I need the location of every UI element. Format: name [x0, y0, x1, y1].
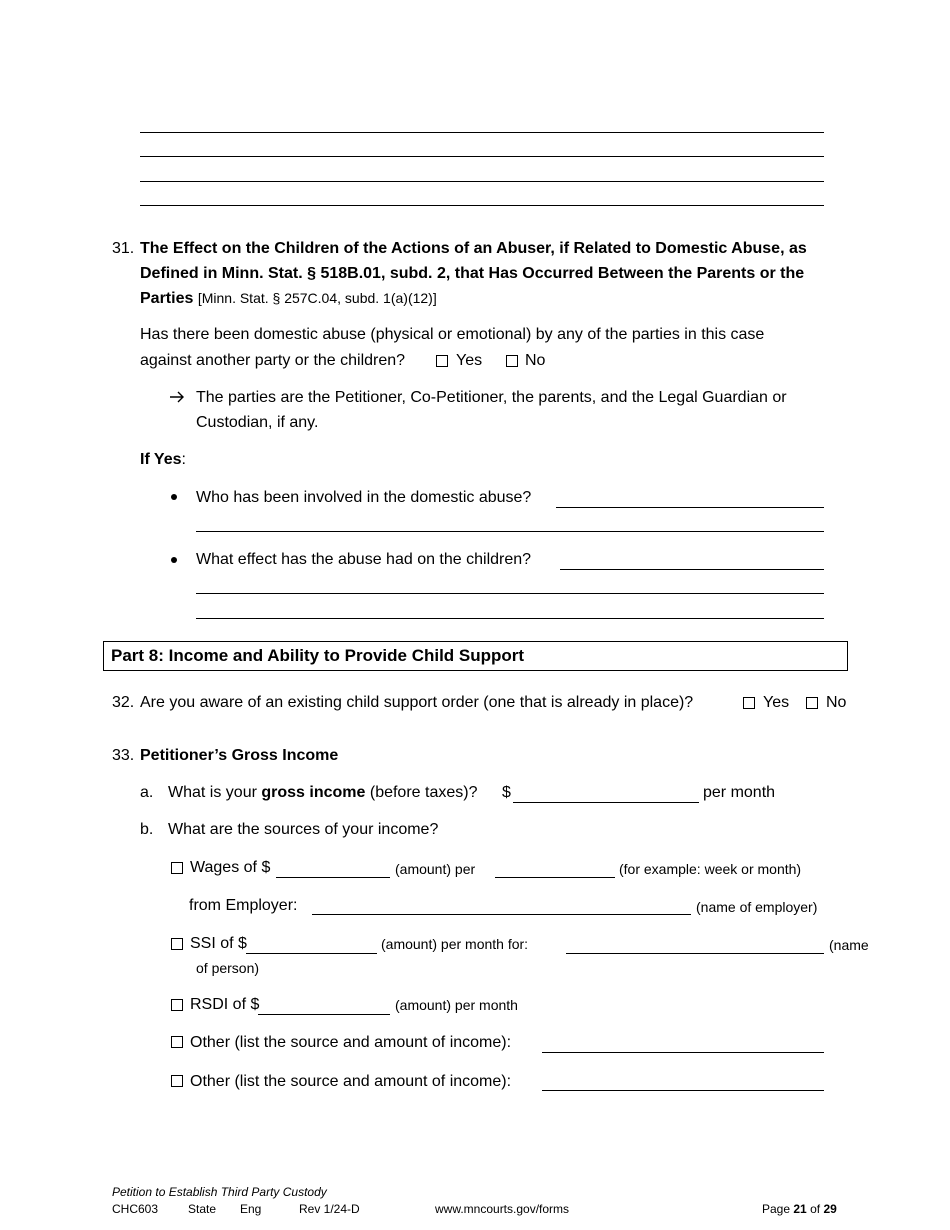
item-label: a. — [140, 784, 154, 801]
employer-hint: (name of employer) — [696, 899, 818, 915]
if-yes-bold: If Yes — [140, 451, 182, 468]
footer-lang: Eng — [240, 1202, 262, 1216]
answer-line[interactable] — [140, 132, 824, 133]
other-checkbox[interactable] — [171, 1036, 183, 1048]
ssi-amount-field[interactable] — [246, 953, 377, 954]
question-number: 33. — [112, 747, 135, 764]
gross-income-question — [168, 783, 477, 803]
if-yes-label — [140, 450, 186, 470]
answer-line[interactable] — [196, 531, 824, 532]
name-hint-cont: of person) — [196, 960, 260, 976]
other-field[interactable] — [542, 1090, 824, 1091]
ssi-per-label — [381, 934, 528, 955]
page-of: of — [810, 1202, 821, 1216]
wages-checkbox[interactable] — [171, 862, 183, 874]
answer-line[interactable] — [196, 618, 824, 619]
rsdi-label: RSDI of $ — [190, 996, 260, 1013]
ssi-label: SSI of $ — [190, 935, 247, 952]
bullet-icon — [171, 494, 177, 500]
page-total: 29 — [823, 1202, 837, 1216]
question-bold-text: gross income — [261, 784, 366, 801]
answer-line[interactable] — [556, 507, 824, 508]
no-label: No — [525, 352, 546, 369]
question-text: Has there been domestic abuse (physical or emotional) by any of the parties in this case — [140, 326, 765, 343]
gross-income-field[interactable] — [513, 802, 699, 803]
answer-line[interactable] — [560, 569, 824, 570]
yes-label: Yes — [456, 352, 483, 369]
question-number: 32. — [112, 694, 135, 711]
bullet-question: Who has been involved in the domestic abuse? — [196, 489, 532, 506]
no-checkbox[interactable] — [506, 355, 518, 367]
section-heading: Part 8: Income and Ability to Provide Child Support — [111, 646, 525, 665]
other-field[interactable] — [542, 1052, 824, 1053]
citation: [Minn. Stat. § 257C.04, subd. 1(a)(12)] — [197, 290, 437, 306]
no-label: No — [826, 694, 847, 711]
bullet-icon — [171, 557, 177, 563]
note-text: The parties are the Petitioner, Co-Petitioner, the parents, and the Legal Guardian or — [196, 389, 787, 406]
question-text: What is your — [168, 784, 257, 801]
rsdi-post-text: (amount) per month — [395, 997, 518, 1013]
employer-label: from Employer: — [189, 897, 298, 914]
rsdi-checkbox[interactable] — [171, 999, 183, 1011]
name-hint: (name — [829, 937, 869, 953]
amount-per-label: (amount) per — [395, 861, 476, 877]
yes-checkbox[interactable] — [743, 697, 755, 709]
page-prefix: Page — [762, 1202, 791, 1216]
other-label: Other (list the source and amount of income): — [190, 1034, 512, 1051]
question-title-line: The Effect on the Children of the Actions of an Abuser, if Related to Domestic Abuse, as — [140, 240, 807, 257]
wages-label: Wages of $ — [190, 859, 271, 876]
ssi-checkbox[interactable] — [171, 938, 183, 950]
rsdi-amount-field[interactable] — [258, 1014, 390, 1015]
footer-page-number — [762, 1202, 837, 1217]
rsdi-per-label — [395, 995, 518, 1016]
ssi-person-field[interactable] — [566, 953, 824, 954]
yes-checkbox[interactable] — [436, 355, 448, 367]
item-label: b. — [140, 821, 154, 838]
answer-line[interactable] — [140, 205, 824, 206]
per-month-label: per month — [703, 784, 776, 801]
question-text: Are you aware of an existing child support order (one that is already in place)? — [140, 694, 694, 711]
dollar-sign: $ — [502, 784, 511, 801]
question-number: 31. — [112, 240, 135, 257]
yes-label: Yes — [763, 694, 790, 711]
other-label: Other (list the source and amount of income): — [190, 1073, 512, 1090]
answer-line[interactable] — [196, 593, 824, 594]
question-text: against another party or the children? — [140, 352, 406, 369]
footer-url[interactable]: www.mncourts.gov/forms — [435, 1202, 570, 1216]
bullet-question: What effect has the abuse had on the children? — [196, 551, 532, 568]
question-title-line: Defined in Minn. Stat. § 518B.01, subd. 2, that Has Occurred Between the Parents or the — [140, 265, 805, 282]
footer-form-title: Petition to Establish Third Party Custody — [112, 1185, 327, 1199]
arrow-right-icon — [169, 390, 185, 404]
ssi-mid-text: (amount) per month for: — [381, 936, 529, 952]
if-yes-colon: : — [181, 451, 186, 468]
footer-code: CHC603 — [112, 1202, 159, 1216]
footer-state: State — [188, 1202, 217, 1216]
page-num: 21 — [793, 1202, 807, 1216]
footer-rev: Rev 1/24-D — [299, 1202, 360, 1216]
question-text: (before taxes)? — [369, 784, 478, 801]
answer-line[interactable] — [140, 181, 824, 182]
wages-amount-field[interactable] — [276, 877, 390, 878]
question-title-line3 — [140, 288, 437, 309]
answer-line[interactable] — [140, 156, 824, 157]
other-checkbox[interactable] — [171, 1075, 183, 1087]
question-text: What are the sources of your income? — [168, 821, 439, 838]
question-title-line: Parties — [140, 290, 194, 307]
example-label: (for example: week or month) — [619, 861, 802, 877]
employer-field[interactable] — [312, 914, 691, 915]
note-text: Custodian, if any. — [196, 414, 319, 431]
question-title: Petitioner’s Gross Income — [140, 747, 339, 764]
wages-period-field[interactable] — [495, 877, 615, 878]
no-checkbox[interactable] — [806, 697, 818, 709]
